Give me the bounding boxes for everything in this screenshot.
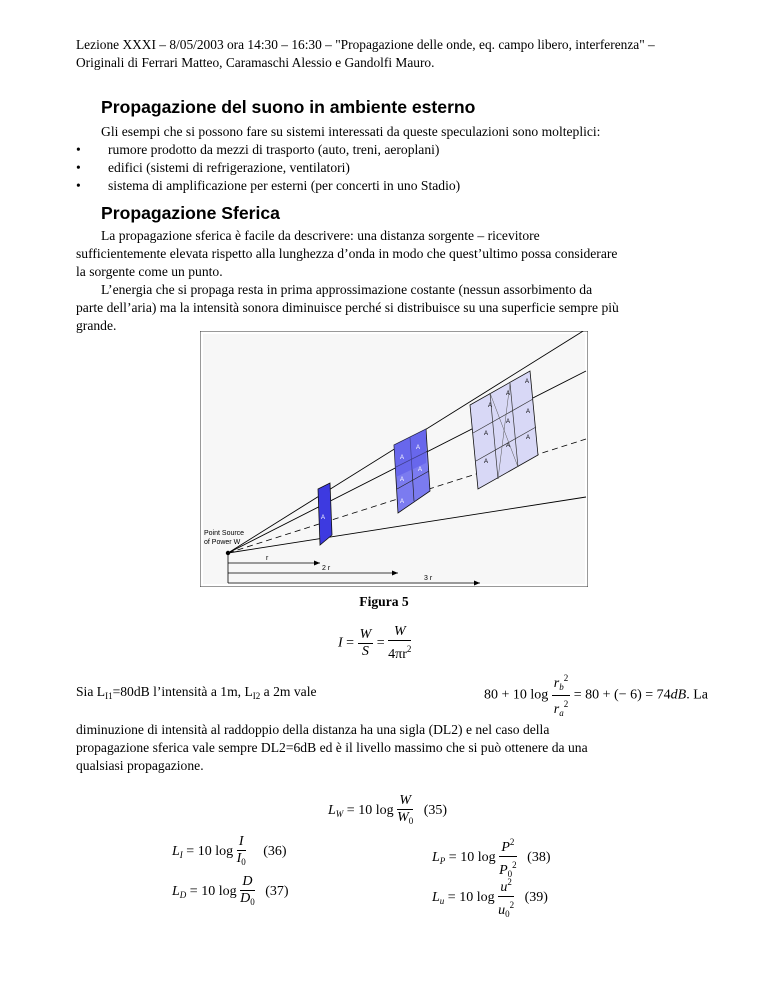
equation-38: $L_P = 10$ log $\frac{P^2}{P_0^2}$ (38) xyxy=(432,834,550,882)
section1-intro: Gli esempi che si possono fare su sistemi interessati da queste speculazioni sono molteplici: xyxy=(101,124,601,139)
para3-line3: qualsiasi propagazione. xyxy=(76,758,204,773)
para1-line3: la sorgente come un punto. xyxy=(76,264,223,279)
para3-line1: diminuzione di intensità al raddoppio della distanza ha una sigla (DL2) e nel caso della xyxy=(76,722,550,737)
svg-text:A: A xyxy=(416,445,421,451)
bullet-item: • rumore prodotto da mezzi di trasporto (auto, treni, aeroplani) xyxy=(76,142,440,157)
spherical-propagation-figure xyxy=(200,331,588,587)
section-title-spherical: Propagazione Sferica xyxy=(101,203,280,223)
intensity-equation: I = $\frac{W}{S}$ = $\frac{W}{4\pi r^2}$ xyxy=(338,624,412,662)
point-source-label: of Power W xyxy=(204,539,241,546)
svg-text:A: A xyxy=(400,477,405,483)
equation-37: $L_D = 10$ log $\frac{D}{D_0}$ (37) xyxy=(172,874,289,907)
svg-text:A: A xyxy=(525,379,530,385)
distance-label-3r: 3 r xyxy=(424,575,433,582)
distance-label-r: r xyxy=(266,555,269,562)
svg-text:A: A xyxy=(506,443,511,449)
area-patch-r xyxy=(318,483,332,545)
svg-text:A: A xyxy=(418,467,423,473)
point-source-label: Point Source xyxy=(204,530,245,537)
page-header xyxy=(76,36,692,72)
distance-label-2r: 2 r xyxy=(322,565,331,572)
svg-text:A: A xyxy=(400,499,405,505)
section-title-outdoor: Propagazione del suono in ambiente esterno xyxy=(101,97,476,117)
svg-text:A: A xyxy=(506,419,511,425)
equation-36: $L_I = 10$ log $\frac{I}{I_0}$ (36) xyxy=(172,834,287,867)
para3-line2: propagazione sferica vale sempre DL2=6dB ed è il livello massimo che si può ottenere da una xyxy=(76,740,588,755)
svg-text:A: A xyxy=(321,515,326,521)
level-calculation: 80 + 10 log $\frac{r_b^2}{r_a^2}$ = 80 + (− 6) = 74dB. La xyxy=(484,670,708,721)
svg-text:A: A xyxy=(526,435,531,441)
svg-text:A: A xyxy=(506,391,511,397)
bullet-icon: • xyxy=(76,178,81,193)
header-line-2: Originali di Ferrari Matteo, Caramaschi Alessio e Gandolfi Mauro. xyxy=(76,55,435,70)
para1-line1: La propagazione sferica è facile da descrivere: una distanza sorgente – ricevitore xyxy=(101,228,540,243)
bullet-item: • sistema di amplificazione per esterni (per concerti in uno Stadio) xyxy=(76,178,461,193)
equation-35: $L_W = 10$ log $\frac{W}{W_0}$ (35) xyxy=(328,793,448,826)
para2-line1: L’energia che si propaga resta in prima approssimazione costante (nessun assorbimento da xyxy=(101,282,593,297)
svg-text:A: A xyxy=(526,409,531,415)
svg-text:A: A xyxy=(400,455,405,461)
svg-text:A: A xyxy=(484,459,489,465)
bullet-icon: • xyxy=(76,142,81,157)
equation-39: $L_u = 10$ log $\frac{u^2}{u_0^2}$ (39) xyxy=(432,874,548,922)
figure-caption: Figura 5 xyxy=(359,594,409,609)
sia-line: Sia $L_{I1}=80dB$ l’intensità a 1m, $L_{I2}$ a 2m vale xyxy=(76,684,317,701)
para1-line2: sufficientemente elevata rispetto alla lunghezza d’onda in modo che quest’ultimo possa considerare xyxy=(76,246,618,261)
bullet-icon: • xyxy=(76,160,81,175)
svg-text:A: A xyxy=(484,431,489,437)
header-line-1: Lezione XXXI – 8/05/2003 ora 14:30 – 16:30 – "Propagazione delle onde, eq. campo libero, interferenza" – xyxy=(76,37,655,52)
para2-line2: parte dell’aria) ma la intensità sonora diminuisce perché si distribuisce su una superficie sempre più xyxy=(76,300,619,315)
bullet-item: • edifici (sistemi di refrigerazione, ventilatori) xyxy=(76,160,350,175)
para2-line3: grande. xyxy=(76,318,117,333)
svg-text:A: A xyxy=(488,403,493,409)
